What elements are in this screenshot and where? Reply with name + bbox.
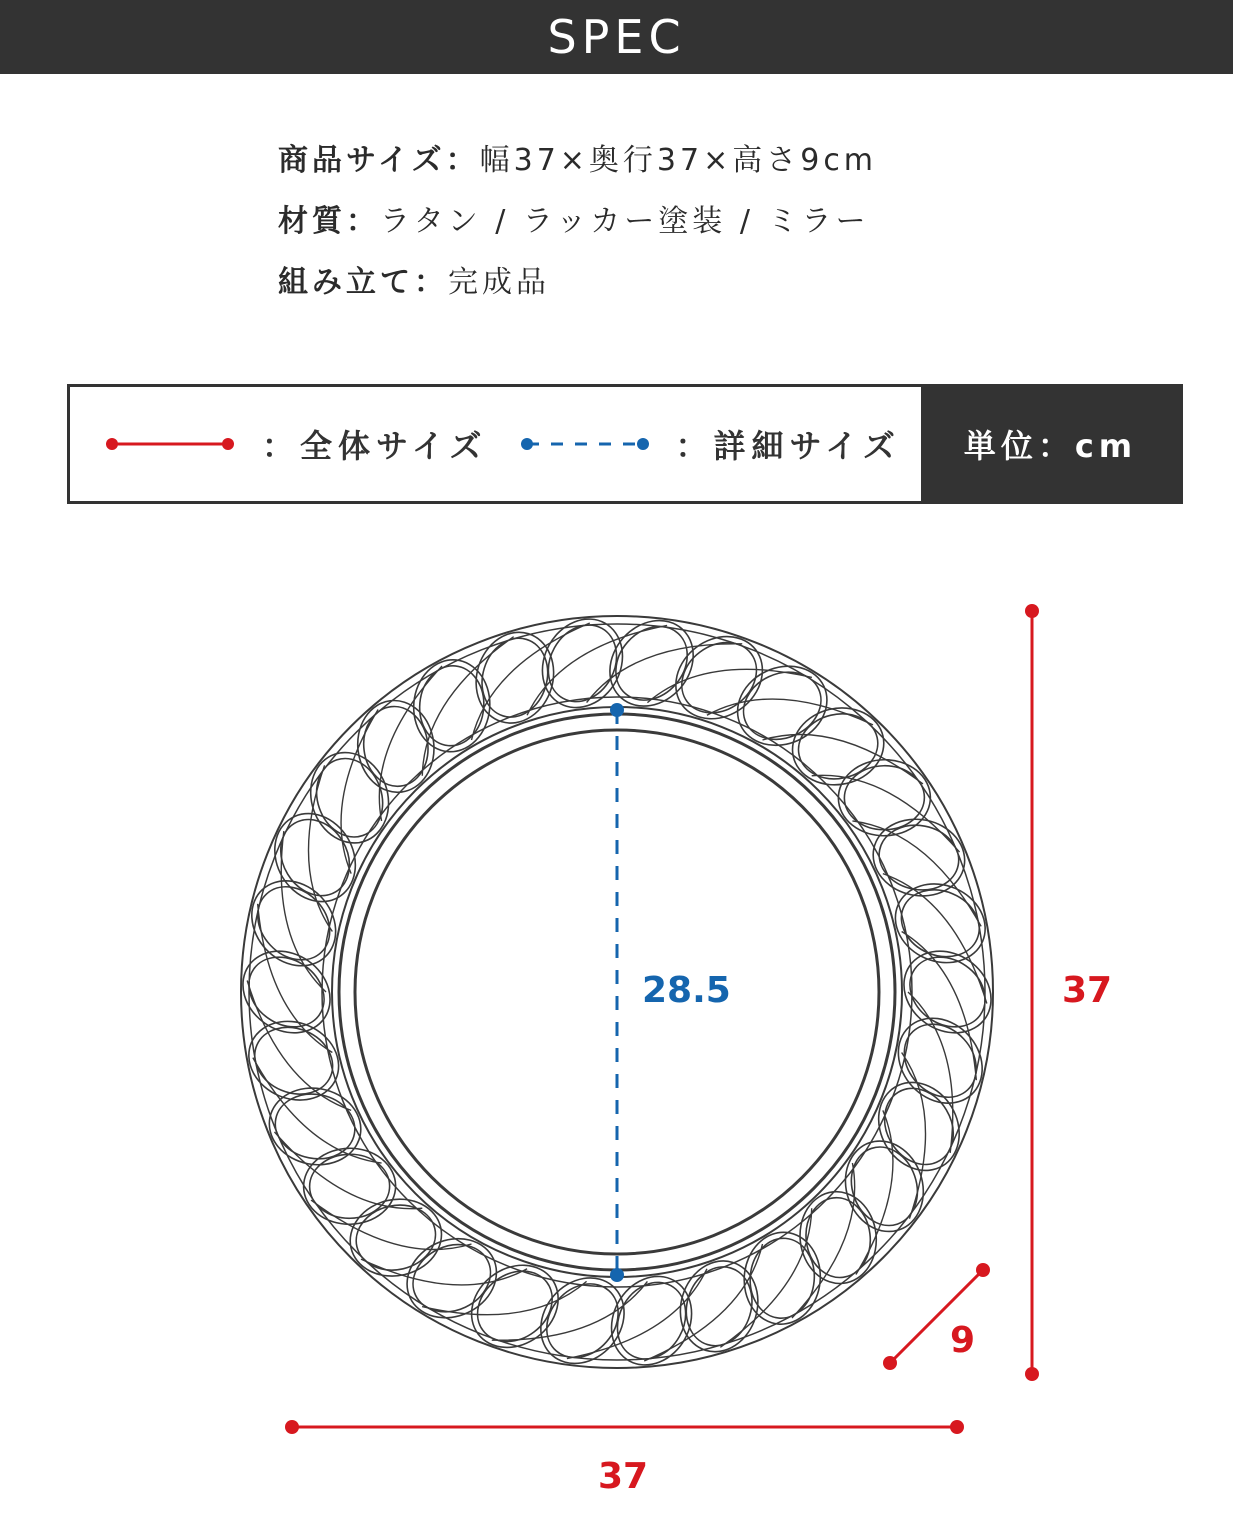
legend-key [70,387,921,501]
overall-size-label: ：全体サイズ [262,427,488,465]
detail-size-label: ：詳細サイズ [675,427,901,465]
height-value: 37 [1062,970,1113,1011]
spec-row-assembly [278,258,877,319]
spec-label: 商品サイズ： [278,143,480,178]
mirror-diameter-value: 28.5 [642,970,731,1011]
product-diagram [0,540,1233,1536]
width-value: 37 [597,1456,649,1497]
height-dimension [1025,604,1112,1381]
spec-value: 幅37×奥行37×高さ9cm [479,143,878,178]
unit-label: 単位：cm [963,427,1138,465]
unit-box [921,387,1180,501]
spec-value: 完成品 [448,265,550,300]
overall-size-line-icon [102,434,242,454]
depth-dimension [883,1263,990,1370]
detail-size-line-icon [517,434,657,454]
width-dimension [285,1420,964,1497]
spec-header [0,0,1233,74]
depth-value: 9 [950,1320,976,1361]
spec-row-size [278,136,877,197]
spec-list [278,136,877,319]
spec-row-material [278,197,877,258]
dimension-legend [67,384,1183,504]
spec-label: 組み立て： [278,265,448,300]
header-title: SPEC [547,10,686,64]
spec-value: ラタン / ラッカー塗装 / ミラー [380,204,870,239]
spec-label: 材質： [278,204,380,239]
mirror-diameter-dimension [610,703,731,1282]
